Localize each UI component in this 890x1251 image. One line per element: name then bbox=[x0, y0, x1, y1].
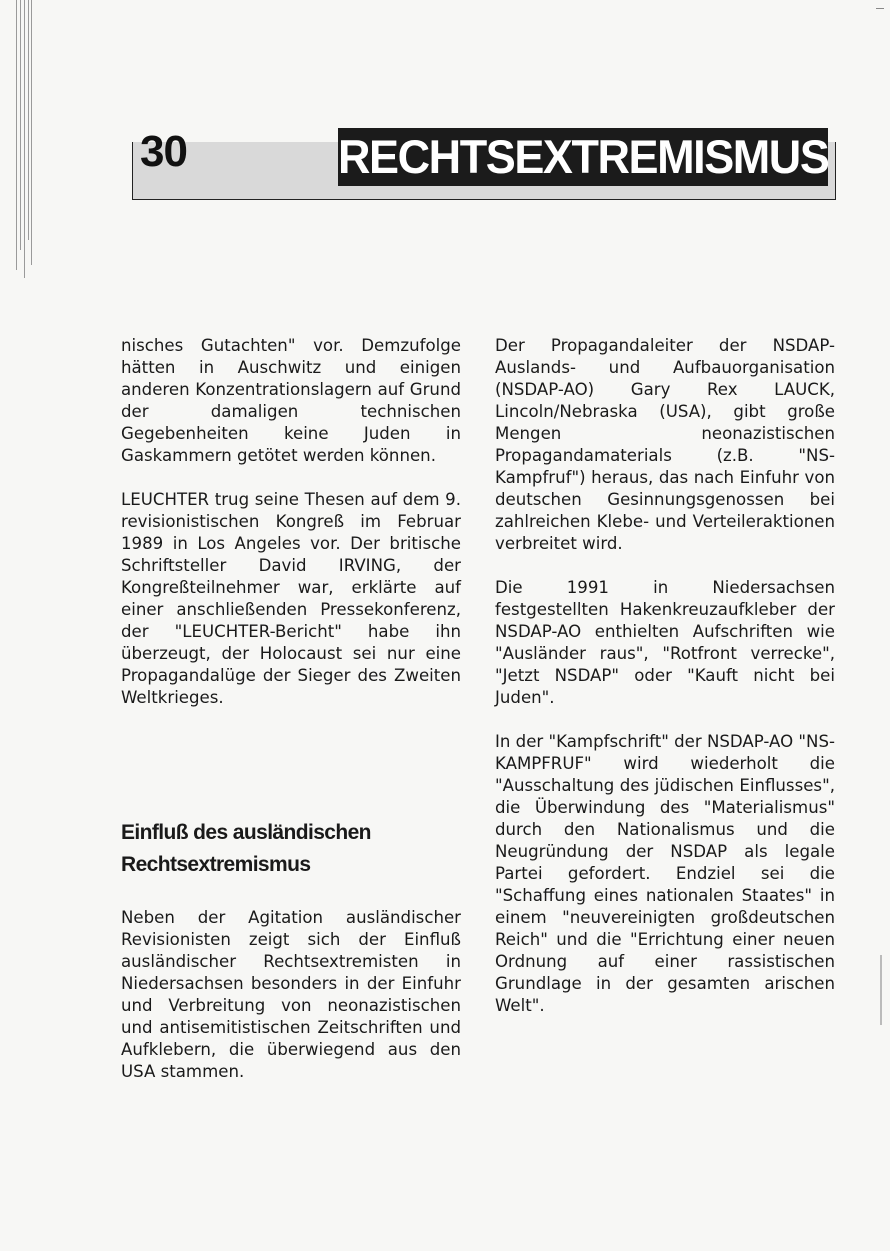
right-paragraph-1: Der Propagandaleiter der NSDAP-Auslands- und Aufbauorganisation (NSDAP-AO) Gary Rex LAUCK, Lincoln/Nebraska (USA), gibt große Mengen neonazistischen Propagandamaterials (z.B. "NS-Kampfruf") heraus, das nach Einfuhr von deutschen Gesinnungsgenossen bei zahlreichen Klebe- und Verteileraktionen verbreitet wird. bbox=[495, 336, 835, 553]
right-paragraph-3: In der "Kampfschrift" der NSDAP-AO "NS-KAMPFRUF" wird wiederholt die "Ausschaltung des jüdischen Einflusses", die Überwindung des "Materialismus" durch den Nationalismus und die Neugründung der NSDAP als legale Partei gefordert. Endziel sei die "Schaffung eines nationalen Staates" in einem "neuvereinigten großdeutschen Reich" und die "Errichtung einer neuen Ordnung auf einer rassistischen Grundlage in der gesamten arischen Welt". bbox=[495, 732, 835, 1015]
left-paragraph-2: LEUCHTER trug seine Thesen auf dem 9. revisionistischen Kongreß im Februar 1989 in Los Angeles vor. Der britische Schriftsteller David IRVING, der Kongreßteilnehmer war, erklärte auf einer anschließenden Pressekonferenz, der "LEUCHTER-Bericht" habe ihn überzeugt, der Holocaust sei nur eine Propagandalüge der Sieger des Zweiten Weltkrieges. bbox=[121, 490, 461, 707]
heading-spacer bbox=[121, 881, 461, 907]
section-title: RECHTSEXTREMISMUS bbox=[338, 128, 828, 186]
margin-mark bbox=[880, 955, 882, 1025]
left-paragraph-1: nisches Gutachten" vor. Demzufolge hätten in Auschwitz und einigen anderen Konzentrationslagern auf Grund der damaligen technischen Gegebenheiten keine Juden in Gaskammern getötet werden können. bbox=[121, 336, 461, 465]
right-paragraph-2: Die 1991 in Niedersachsen festgestellten Hakenkreuzaufkleber der NSDAP-AO enthielten Aufschriften wie "Ausländer raus", "Rotfront verrecke", "Jetzt NSDAP" oder "Kauft nicht bei Juden". bbox=[495, 578, 835, 707]
section-heading: Einfluß des ausländischen Rechtsextremismus bbox=[121, 821, 371, 876]
left-column bbox=[121, 335, 461, 1105]
left-paragraph-3: Neben der Agitation ausländischer Revisionisten zeigt sich der Einfluß ausländischer Rechtsextremisten in Niedersachsen besonders in der Einfuhr und Verbreitung von neonazistischen und antisemitistischen Zeitschriften und Aufklebern, die überwiegend aus den USA stammen. bbox=[121, 908, 461, 1081]
page-number: 30 bbox=[140, 127, 187, 176]
binding-edge-lines bbox=[14, 0, 36, 280]
page-header bbox=[132, 128, 838, 204]
column-spacer bbox=[121, 731, 461, 817]
corner-mark bbox=[876, 8, 884, 9]
right-column bbox=[495, 335, 835, 1039]
